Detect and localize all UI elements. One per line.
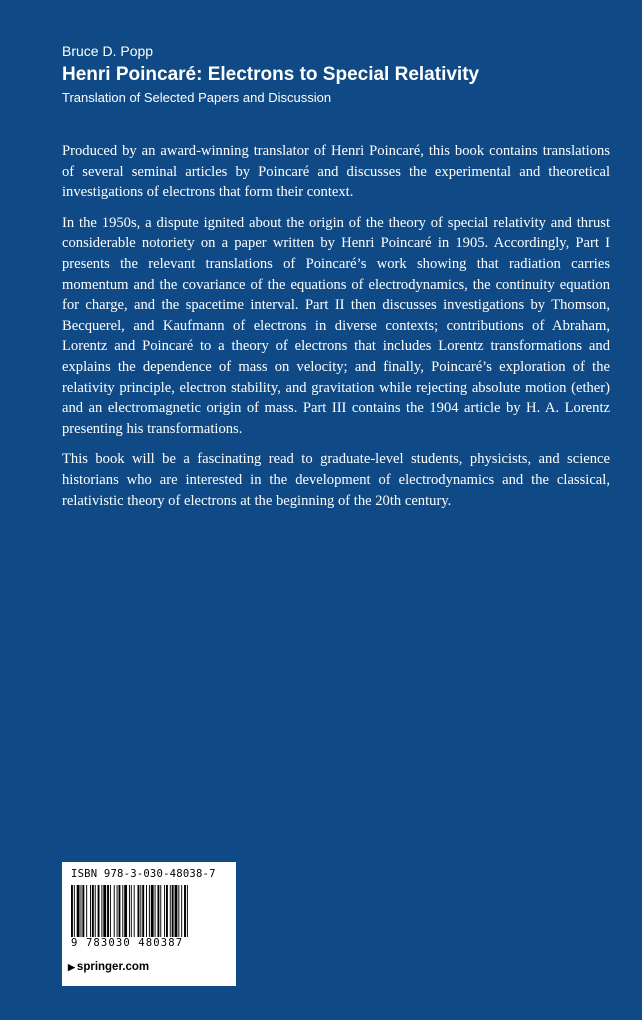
description-paragraph: Produced by an award-winning translator of Henri Poincaré, this book contains translations of several seminal articles by Poincaré and discusses the experimental and theoretical investigations of electrons that form their context. — [62, 143, 610, 201]
publisher-url: springer.com — [76, 961, 150, 973]
isbn-label: ISBN 978-3-030-48038-7 — [71, 868, 216, 880]
description-paragraph: This book will be a fascinating read to graduate-level students, physicists, and science historians who are interested in the development of electrodynamics and the classical, relativistic theory of electrons at the beginning of the 20th century. — [62, 451, 610, 509]
author-name: Bruce D. Popp — [62, 43, 154, 59]
book-description — [62, 141, 610, 521]
publisher-link[interactable] — [68, 961, 149, 973]
cover-header — [62, 42, 479, 107]
book-subtitle: Translation of Selected Papers and Discussion — [62, 90, 332, 105]
barcode-panel — [62, 862, 236, 986]
barcode-digits: 9 783030 480387 — [71, 937, 184, 949]
description-paragraph: In the 1950s, a dispute ignited about the origin of the theory of special relativity and thrust considerable notoriety on a paper written by Henri Poincaré in 1905. Accordingly, Part I presents the relevant translations of Poincaré’s work showing that radiation carries momentum and the covariance of the equations of electrodynamics, the continuity equation for charge, and the spacetime interval. Part II then discusses investigations by Thomson, Becquerel, and Kaufmann of electrons in diverse contexts; contributions of Abraham, Lorentz and Poincaré to a theory of electrons that includes Lorentz transformations and explains the dependence of mass on velocity; and finally, Poincaré’s exploration of the relativity principle, electron stability, and gravitation while rejecting absolute motion (ether) and an electromagnetic origin of mass. Part III contains the 1904 article by H. A. Lorentz presenting his transformations. — [62, 214, 610, 437]
book-title: Henri Poincaré: Electrons to Special Relativity — [62, 64, 480, 85]
barcode-image — [70, 885, 228, 937]
arrow-right-icon: ▶ — [68, 962, 75, 972]
